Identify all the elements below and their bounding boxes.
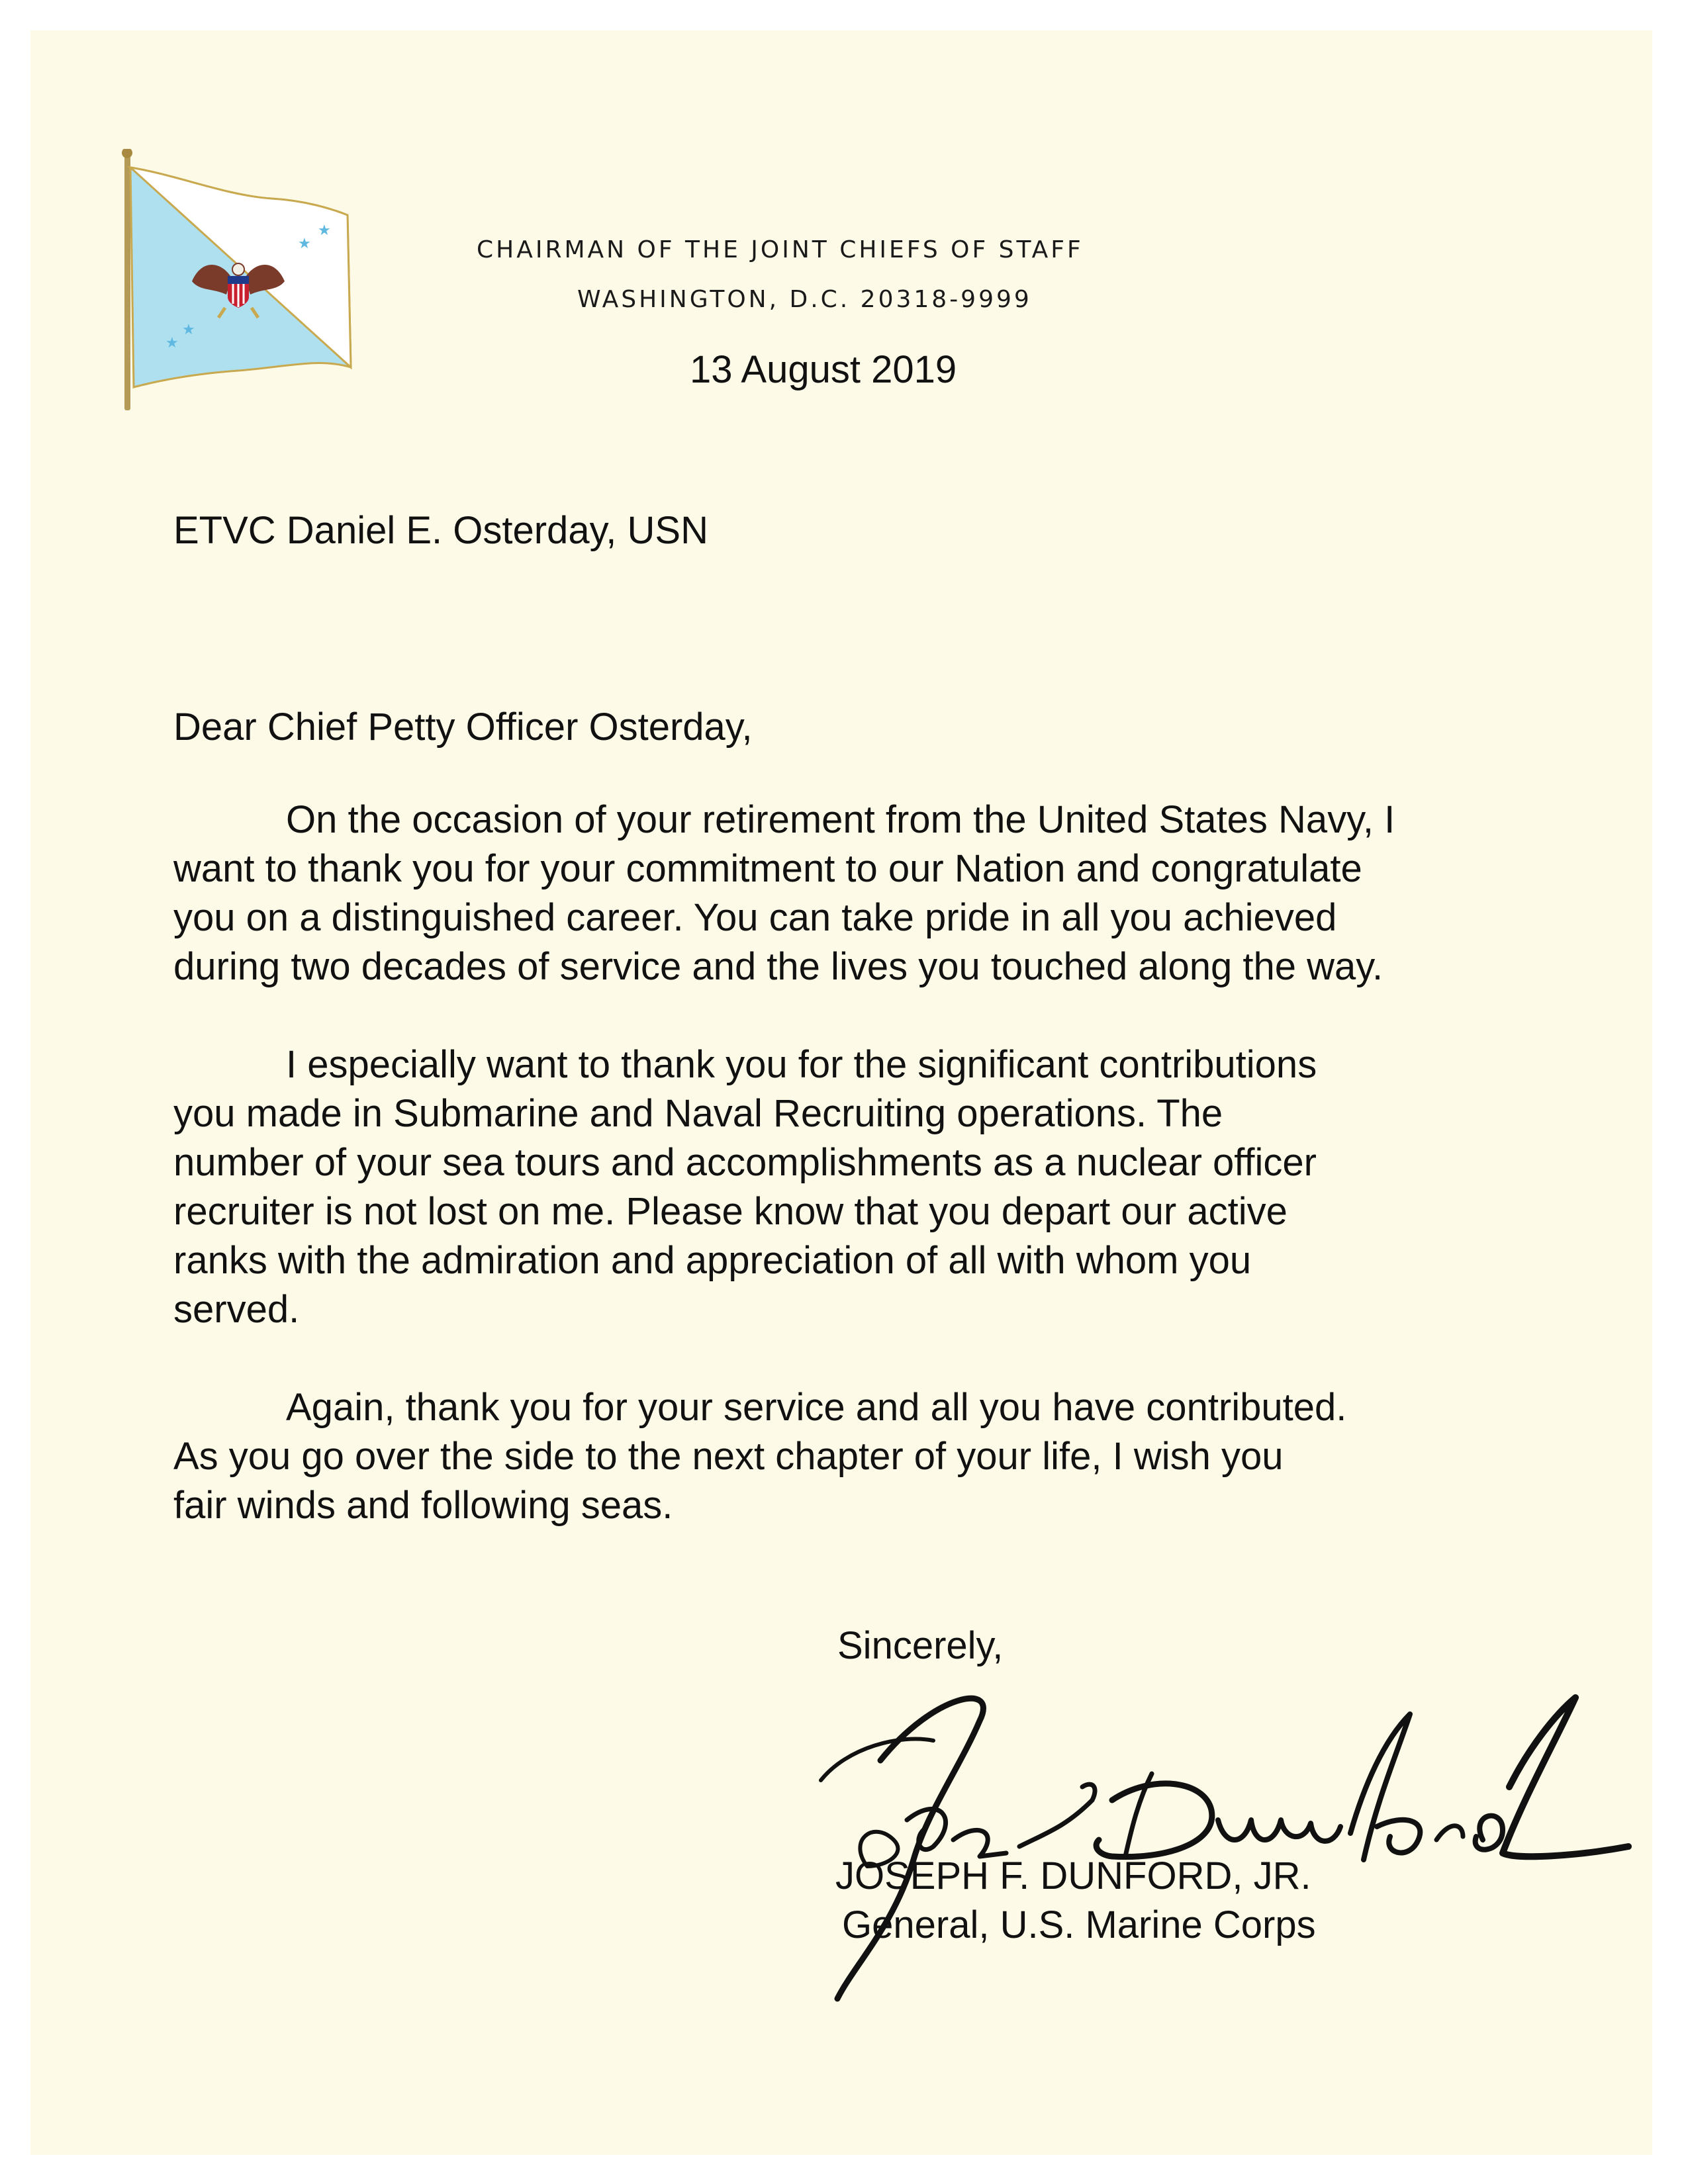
svg-text:★: ★	[182, 322, 195, 338]
svg-text:★: ★	[318, 222, 331, 239]
paragraph-line: you made in Submarine and Naval Recruiting operations. The	[173, 1092, 1223, 1135]
paragraph-line: during two decades of service and the lives you touched along the way.	[173, 945, 1383, 988]
paragraph-line: want to thank you for your commitment to our Nation and congratulate	[173, 847, 1362, 890]
paragraph-2	[173, 1040, 1317, 1334]
signer-title: General, U.S. Marine Corps	[842, 1903, 1316, 1946]
svg-text:★: ★	[165, 335, 179, 351]
paragraph-line: recruiter is not lost on me. Please know that you depart our active	[173, 1190, 1288, 1233]
letter-date: 13 August 2019	[690, 348, 957, 391]
paragraph-line: you on a distinguished career. You can take pride in all you achieved	[173, 896, 1337, 939]
paragraph-line: fair winds and following seas.	[173, 1484, 673, 1527]
closing: Sincerely,	[837, 1624, 1004, 1667]
salutation: Dear Chief Petty Officer Osterday,	[173, 705, 753, 749]
chairman-flag-icon	[119, 149, 357, 414]
paragraph-line: As you go over the side to the next chapter of your life, I wish you	[173, 1435, 1284, 1478]
paragraph-3	[173, 1383, 1346, 1530]
paragraph-line: served.	[173, 1288, 300, 1331]
recipient: ETVC Daniel E. Osterday, USN	[173, 509, 708, 552]
signer-name: JOSEPH F. DUNFORD, JR.	[835, 1854, 1311, 1897]
paragraph-line: I especially want to thank you for the significant contributions	[286, 1043, 1317, 1086]
paragraph-line: number of your sea tours and accomplishments as a nuclear officer	[173, 1141, 1317, 1184]
letterhead-address: WASHINGTON, D.C. 20318-9999	[577, 286, 1032, 313]
paragraph-line: On the occasion of your retirement from the United States Navy, I	[286, 798, 1395, 841]
svg-text:★: ★	[298, 236, 311, 252]
paragraph-line: ranks with the admiration and appreciation of all with whom you	[173, 1239, 1252, 1282]
letterhead-office: CHAIRMAN OF THE JOINT CHIEFS OF STAFF	[477, 236, 1084, 263]
paragraph-line: Again, thank you for your service and all you have contributed.	[286, 1386, 1347, 1429]
paragraph-1	[173, 796, 1395, 991]
